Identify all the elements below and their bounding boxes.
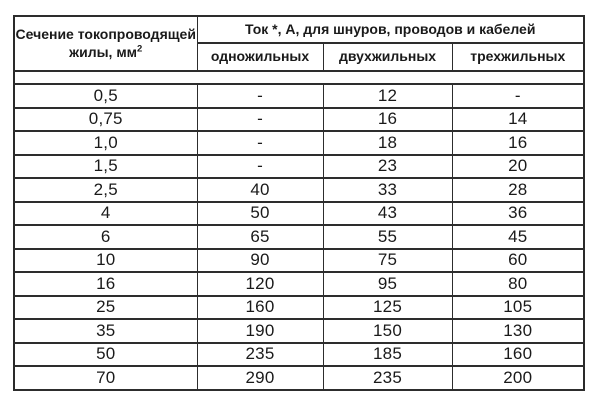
three-core-cell: 130 [452, 319, 584, 343]
single-core-cell: - [197, 155, 323, 179]
single-core-cell: - [197, 131, 323, 155]
section-cell: 50 [14, 343, 197, 367]
single-core-cell: 290 [197, 366, 323, 390]
subheader-three-core: трехжильных [452, 43, 584, 71]
table-row [14, 131, 584, 155]
section-cell: 10 [14, 249, 197, 273]
section-header-superscript: 2 [137, 42, 143, 54]
single-core-cell: 50 [197, 202, 323, 226]
section-cell: 6 [14, 225, 197, 249]
three-core-cell: 160 [452, 343, 584, 367]
two-core-cell: 235 [323, 366, 452, 390]
three-core-cell: 14 [452, 108, 584, 132]
two-core-cell: 12 [323, 84, 452, 108]
single-core-cell: 120 [197, 272, 323, 296]
section-cell: 1,5 [14, 155, 197, 179]
two-core-cell: 18 [323, 131, 452, 155]
section-cell: 4 [14, 202, 197, 226]
section-header-cell [14, 16, 197, 71]
single-core-cell: 160 [197, 296, 323, 320]
single-core-cell: 235 [197, 343, 323, 367]
section-cell: 35 [14, 319, 197, 343]
table-row [14, 178, 584, 202]
table-row [14, 202, 584, 226]
two-core-cell: 150 [323, 319, 452, 343]
single-core-cell: 90 [197, 249, 323, 273]
section-cell: 2,5 [14, 178, 197, 202]
single-core-cell: 190 [197, 319, 323, 343]
section-cell: 1,0 [14, 131, 197, 155]
three-core-cell: 36 [452, 202, 584, 226]
two-core-cell: 23 [323, 155, 452, 179]
section-cell: 70 [14, 366, 197, 390]
subheader-single-core: одножильных [197, 43, 323, 71]
three-core-cell: 45 [452, 225, 584, 249]
current-rating-table [13, 15, 585, 391]
table-row [14, 319, 584, 343]
table-row [14, 108, 584, 132]
section-cell: 0,5 [14, 84, 197, 108]
two-core-cell: 125 [323, 296, 452, 320]
two-core-cell: 16 [323, 108, 452, 132]
single-core-cell: 40 [197, 178, 323, 202]
three-core-cell: 80 [452, 272, 584, 296]
separator-cell [14, 71, 584, 84]
single-core-cell: 65 [197, 225, 323, 249]
two-core-cell: 95 [323, 272, 452, 296]
three-core-cell: 20 [452, 155, 584, 179]
three-core-cell: - [452, 84, 584, 108]
section-cell: 16 [14, 272, 197, 296]
two-core-cell: 33 [323, 178, 452, 202]
table-row [14, 225, 584, 249]
section-cell: 25 [14, 296, 197, 320]
three-core-cell: 60 [452, 249, 584, 273]
two-core-cell: 43 [323, 202, 452, 226]
table-row [14, 343, 584, 367]
section-header-label: Сечение токопроводящей жилы, мм [15, 26, 196, 60]
header-row-group [14, 16, 584, 43]
table-row [14, 84, 584, 108]
three-core-cell: 28 [452, 178, 584, 202]
section-cell: 0,75 [14, 108, 197, 132]
two-core-cell: 55 [323, 225, 452, 249]
separator-row [14, 71, 584, 84]
two-core-cell: 75 [323, 249, 452, 273]
subheader-two-core: двухжильных [323, 43, 452, 71]
table-row [14, 296, 584, 320]
table-row [14, 272, 584, 296]
single-core-cell: - [197, 84, 323, 108]
three-core-cell: 200 [452, 366, 584, 390]
table-row [14, 155, 584, 179]
two-core-cell: 185 [323, 343, 452, 367]
single-core-cell: - [197, 108, 323, 132]
table-row [14, 249, 584, 273]
current-group-header-cell: Ток *, А, для шнуров, проводов и кабелей [197, 16, 584, 43]
table-row [14, 366, 584, 390]
three-core-cell: 105 [452, 296, 584, 320]
three-core-cell: 16 [452, 131, 584, 155]
